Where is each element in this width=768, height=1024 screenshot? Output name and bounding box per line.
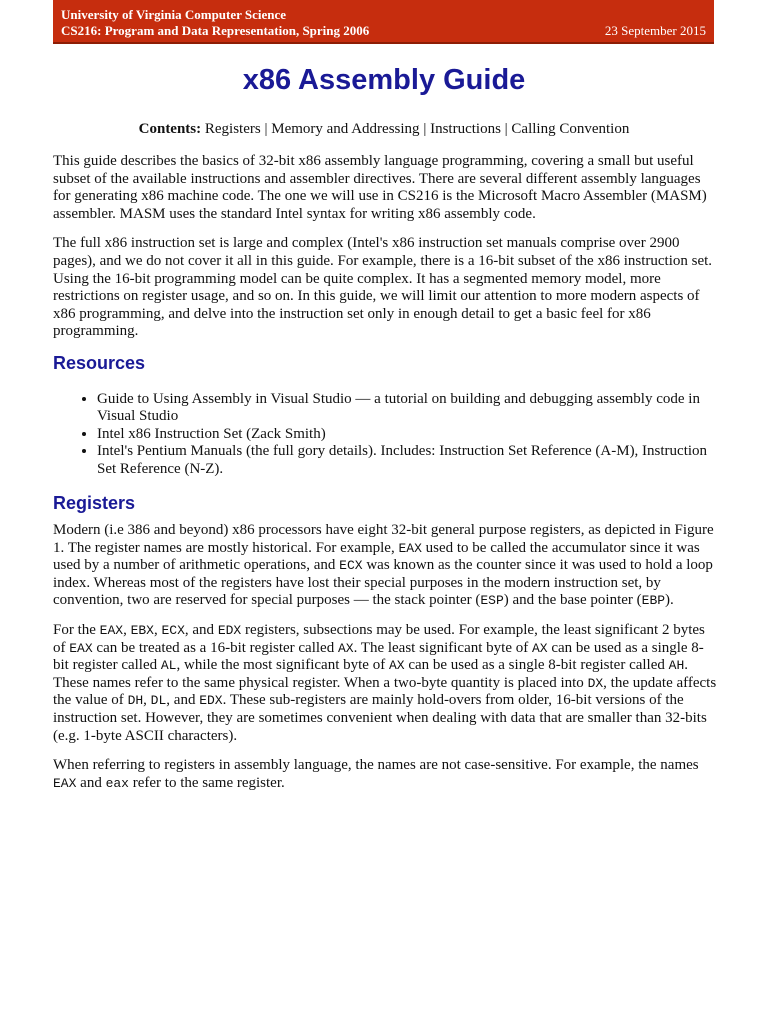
- list-item[interactable]: • Guide to Using Assembly in Visual Studio — a tutorial on building and debugging assembly code in Visual Studio: [97, 391, 717, 426]
- resources-list: [53, 391, 717, 479]
- intro-paragraph-2: The full x86 instruction set is large and complex (Intel's x86 instruction set manuals comprise over 2900 pages), and we do not cover it all in this guide. For example, there is a 16-bit subset of the x86 instruction set. Using the 16-bit programming model can be quite complex. It has a segmented memory model, more restrictions on register usage, and so on. In this guide, we will limit our attention to more modern aspects of x86 programming, and delve into the instruction set only in enough detail to get a basic feel for x86 programming.: [53, 235, 713, 340]
- registers-paragraph-2: For the EAX, EBX, ECX, and EDX registers, subsections may be used. For example, the least significant 2 bytes of EAX can be treated as a 16-bit register called AX. The least significant byte of AX can be used as a single 8-bit register called AL, while the most significant byte of AX can be used as a single 8-bit register called AH. These names refer to the same physical register. When a two-byte quantity is placed into DX, the update affects the value of DH, DL, and EDX. These sub-registers are mainly hold-overs from older, 16-bit versions of the instruction set. However, they are sometimes convenient when dealing with data that are smaller than 32-bits (e.g. 1-byte ASCII characters).: [53, 622, 717, 744]
- register-name: ESP: [480, 593, 504, 609]
- register-name: EAX: [99, 623, 124, 639]
- register-name: EAX: [53, 775, 77, 791]
- main-content: [53, 153, 717, 804]
- register-name: AH: [668, 658, 685, 674]
- register-name: EBX: [130, 623, 154, 639]
- register-name: ECX: [339, 558, 363, 574]
- register-name: EDX: [217, 623, 242, 639]
- registers-paragraph-1: Modern (i.e 386 and beyond) x86 processors have eight 32-bit general purpose registers, as depicted in Figure 1. The register names are mostly historical. For example, EAX used to be called the accumulator since it was used by a number of arithmetic operations, and ECX was known as the counter since it was used to hold a loop index. Whereas most of the registers have lost their special purposes in the modern instruction set, by convention, two are reserved for special purposes — the stack pointer (ESP) and the base pointer (EBP).: [53, 522, 714, 609]
- intro-paragraph-1: This guide describes the basics of 32-bit x86 assembly language programming, covering a small but useful subset of the available instructions and assembler directives. There are several different assembly languages for generating x86 machine code. The one we will use in CS216 is the Microsoft Macro Assembler (MASM) assembler. MASM uses the standard Intel syntax for writing x86 assembly code.: [53, 153, 707, 222]
- register-name: AL: [160, 658, 177, 674]
- register-name: EBP: [641, 593, 666, 609]
- list-item[interactable]: • Intel's Pentium Manuals (the full gory details). Includes: Instruction Set Reference (A-M), Instruction Set Reference (N-Z).: [97, 443, 717, 478]
- contents-nav: Contents: Registers | Memory and Addressing | Instructions | Calling Convention: [138, 121, 630, 137]
- contents-link-memory[interactable]: Memory and Addressing: [271, 121, 420, 137]
- register-name: eax: [105, 775, 129, 791]
- contents-label: Contents:: [138, 121, 202, 137]
- register-name: EAX: [398, 540, 422, 556]
- register-name: AX: [388, 658, 405, 674]
- resources-heading: Resources: [53, 352, 146, 373]
- contents-link-calling[interactable]: Calling Convention: [511, 121, 630, 137]
- registers-heading: Registers: [53, 492, 136, 513]
- register-name: ECX: [161, 623, 185, 639]
- list-item[interactable]: • Intel x86 Instruction Set (Zack Smith): [97, 426, 717, 444]
- register-name: AX: [532, 640, 548, 656]
- register-name: DL: [150, 693, 167, 709]
- course-name: CS216: Program and Data Representation, Spring 2006: [61, 23, 370, 38]
- course-banner: [53, 0, 714, 44]
- page-title: x86 Assembly Guide: [242, 64, 526, 96]
- contents-link-registers[interactable]: Registers: [204, 121, 261, 137]
- contents-link-instructions[interactable]: Instructions: [430, 121, 501, 137]
- register-name: EAX: [69, 640, 93, 656]
- register-name: AX: [337, 640, 354, 656]
- register-name: DX: [587, 675, 604, 691]
- register-name: DH: [127, 693, 144, 709]
- university-name: University of Virginia Computer Science: [61, 7, 287, 22]
- banner-date: 23 September 2015: [604, 23, 706, 38]
- register-name: EDX: [199, 693, 223, 709]
- registers-paragraph-3: When referring to registers in assembly language, the names are not case-sensitive. For example, the names EAX and eax refer to the same register.: [53, 757, 699, 791]
